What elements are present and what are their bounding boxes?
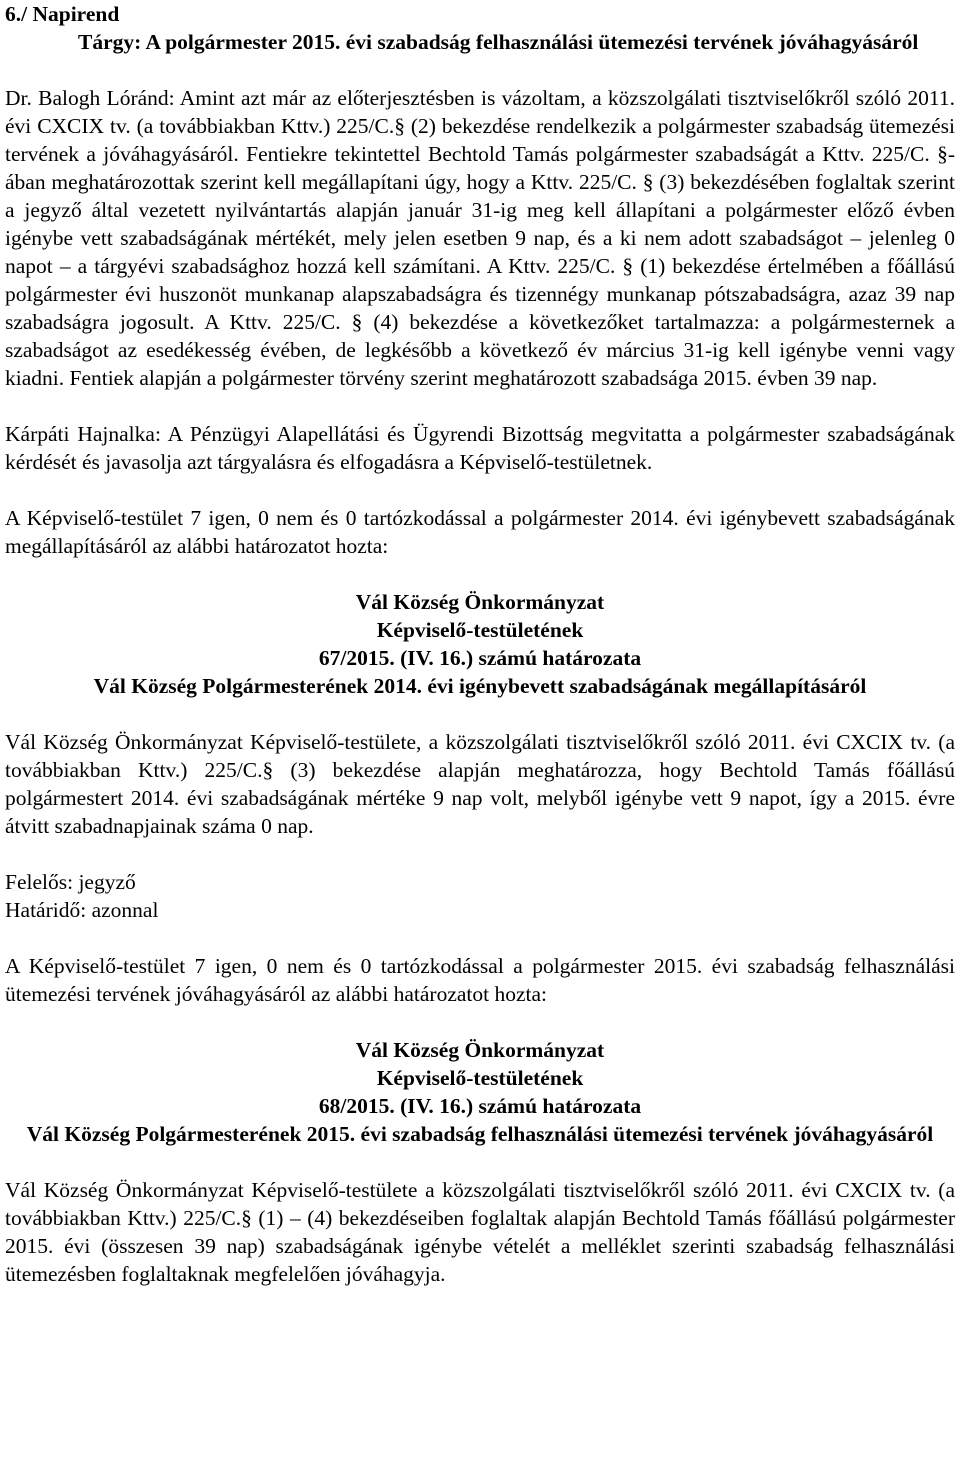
paragraph-balogh: Dr. Balogh Lóránd: Amint azt már az előterjesztésben is vázoltam, a közszolgálati tisztviselőkről szóló 2011. évi CXCIX tv. (a továbbiakban Kttv.) 225/C.§ (2) bekezdése rendelkezik a polgármester szabadság ütemezési tervének a jóváhagyásáról. Fentiekre tekintettel Bechtold Tamás polgármester szabadságát a Kttv. 225/C. §-ában meghatározottak szerint kell megállapítani úgy, hogy a Kttv. 225/C. § (3) bekezdésében foglaltak szerint a jegyző által vezetett nyilvántartás alapján január 31-ig meg kell állapítani a polgármester előző évben igénybe vett szabadságának mértékét, mely jelen esetben 9 nap, és a ki nem adott szabadságot – jelenleg 0 napot – a tárgyévi szabadsághoz hozzá kell számítani. A Kttv. 225/C. § (1) bekezdése értelmében a főállású polgármester évi huszonöt munkanap alapszabadságra és tizennégy munkanap pótszabadságra, azaz 39 nap szabadságra jogosult. A Kttv. 225/C. § (4) bekezdése a következőket tartalmazza: a polgármesternek a szabadságot az esedékesség évében, de legkésőbb a következő év március 31-ig kell igénybe venni vagy kiadni. Fentiek alapján a polgármester törvény szerint meghatározott szabadsága 2015. évben 39 nap. <box>5 86 955 390</box>
paragraph-karpati: Kárpáti Hajnalka: A Pénzügyi Alapellátási és Ügyrendi Bizottság megvitatta a polgármester szabadságának kérdését és javasolja azt tárgyalásra és elfogadásra a Képviselő-testületnek. <box>5 422 955 474</box>
agenda-subject: Tárgy: A polgármester 2015. évi szabadság felhasználási ütemezési tervének jóváhagyásáról <box>78 30 919 54</box>
resolution-2-issuer: Vál Község Önkormányzat <box>355 1038 605 1062</box>
paragraph-vote-2: A Képviselő-testület 7 igen, 0 nem és 0 tartózkodással a polgármester 2015. évi szabadság felhasználási ütemezési tervének jóváhagyásáról az alábbi határozatot hozta: <box>5 954 955 1006</box>
resolution-2-text: Vál Község Önkormányzat Képviselő-testülete a közszolgálati tisztviselőkről szóló 2011. évi CXCIX tv. (a továbbiakban Kttv.) 225/C.§ (1) – (4) bekezdéseiben foglaltak alapján Bechtold Tamás főállású polgármester 2015. évi (összesen 39 nap) szabadságának igénybe vételét a melléklet szerinti szabadság felhasználási ütemezésben foglaltaknak megfelelően jóváhagyja. <box>5 1178 955 1286</box>
document-page <box>5 0 955 1288</box>
resolution-1-body-name: Képviselő-testületének <box>376 618 584 642</box>
paragraph-vote-1: A Képviselő-testület 7 igen, 0 nem és 0 tartózkodással a polgármester 2014. évi igénybevett szabadságának megállapításáról az alábbi határozatot hozta: <box>5 506 955 558</box>
agenda-heading: 6./ Napirend <box>5 2 120 26</box>
resolution-2-title: Vál Község Polgármesterének 2015. évi szabadság felhasználási ütemezési tervének jóváhagyásáról <box>26 1122 934 1146</box>
resolution-2-number: 68/2015. (IV. 16.) számú határozata <box>318 1094 642 1118</box>
resolution-1-deadline: Határidő: azonnal <box>5 898 159 922</box>
resolution-1-issuer: Vál Község Önkormányzat <box>355 590 605 614</box>
resolution-1-text: Vál Község Önkormányzat Képviselő-testülete, a közszolgálati tisztviselőkről szóló 2011. évi CXCIX tv. (a továbbiakban Kttv.) 225/C.§ (3) bekezdése alapján meghatározza, hogy Bechtold Tamás főállású polgármestert 2014. évi szabadságának mértéke 9 nap volt, melyből igénybe vett 9 napot, így a 2015. évre átvitt szabadnapjainak száma 0 nap. <box>5 730 955 838</box>
resolution-1-responsible: Felelős: jegyző <box>5 870 136 894</box>
resolution-2-body-name: Képviselő-testületének <box>376 1066 584 1090</box>
resolution-1-number: 67/2015. (IV. 16.) számú határozata <box>318 646 642 670</box>
resolution-1-title: Vál Község Polgármesterének 2014. évi igénybevett szabadságának megállapításáról <box>93 674 867 698</box>
